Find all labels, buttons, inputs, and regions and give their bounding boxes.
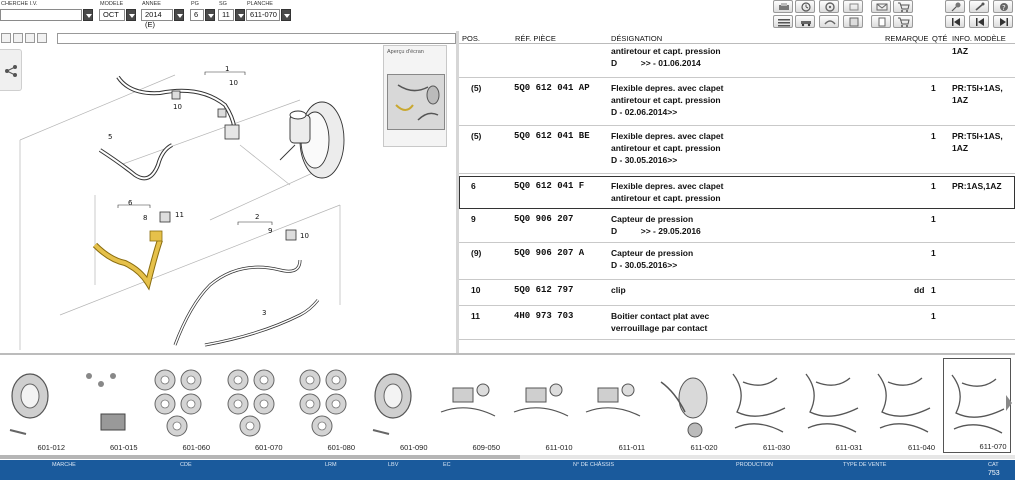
callout-10c: 10 <box>300 232 309 240</box>
thumbnail-label: 611-070 <box>979 442 1007 451</box>
thumbnail-611-020[interactable] <box>653 358 721 453</box>
header-info[interactable]: INFO. MODÈLE <box>952 34 1006 43</box>
cell-qte: 1 <box>931 248 936 258</box>
cell-ref: 4H0 973 703 <box>514 311 574 321</box>
thumbnail-label: 611-030 <box>763 443 790 452</box>
planche-dropdown-icon[interactable] <box>281 9 291 21</box>
prev-page-button[interactable] <box>969 15 989 28</box>
cell-pos: 10 <box>471 285 481 295</box>
thumbnail-scrollbar[interactable] <box>0 455 1015 459</box>
thumbnail-601-080[interactable] <box>290 358 358 453</box>
drawing-toolbar <box>0 31 456 45</box>
status-cat-value: 753 <box>988 470 1000 477</box>
first-page-button[interactable] <box>945 15 965 28</box>
wheel-icon <box>365 362 429 440</box>
header-remarque[interactable]: REMARQUE <box>885 34 929 43</box>
cell-info-line: 1AZ <box>952 95 969 105</box>
envelope-icon <box>875 2 889 12</box>
header-qte[interactable]: QTÉ <box>932 34 948 43</box>
cell-designation-line: antiretour et capt. pression <box>611 95 721 105</box>
brake-booster-drawing <box>280 102 344 178</box>
header-pos[interactable]: POS. <box>462 34 480 43</box>
thumbnail-label: 601-060 <box>182 443 210 452</box>
row-divider <box>459 173 1015 174</box>
callout-5: 5 <box>108 133 113 141</box>
search-bar <box>0 0 1015 29</box>
cell-pos: 9 <box>471 214 476 224</box>
rims-icon <box>220 362 284 440</box>
list-icon <box>777 17 791 27</box>
wheel-icon <box>823 2 837 12</box>
tag-button[interactable] <box>843 0 863 13</box>
thumbnail-601-015[interactable] <box>73 358 141 453</box>
scrollbar-thumb[interactable] <box>0 455 520 459</box>
table-row[interactable] <box>459 126 1015 174</box>
thumbnail-611-031[interactable] <box>798 358 866 453</box>
cell-designation-line: Boitier contact plat avec <box>611 311 710 321</box>
rims-icon <box>147 362 211 440</box>
brake-icon <box>437 362 501 440</box>
rims-icon <box>292 362 356 440</box>
preview-title: Aperçu d'écran <box>387 49 424 55</box>
list-view-button[interactable] <box>773 15 793 28</box>
cell-designation-line: D >> - 29.05.2016 <box>611 226 701 236</box>
thumbnail-label: 611-010 <box>545 443 573 452</box>
thumbnail-label: 601-012 <box>37 443 65 452</box>
callout-10a: 10 <box>229 79 238 87</box>
modele-dropdown-icon[interactable] <box>126 9 136 21</box>
table-row[interactable] <box>459 280 1015 306</box>
cell-info-line: PR:T5I+1AS, <box>952 83 1003 93</box>
add-to-cart-button[interactable] <box>893 15 913 28</box>
cell-ref: 5Q0 612 797 <box>514 285 574 295</box>
field-label-cherche: CHERCHE I.V. <box>1 1 38 7</box>
cart-icon <box>897 2 911 12</box>
car-button[interactable] <box>795 15 815 28</box>
preview-viewport[interactable] <box>387 74 445 130</box>
cell-ref: 5Q0 906 207 <box>514 214 574 224</box>
book-icon <box>847 17 861 27</box>
pin-icon <box>949 2 963 12</box>
pg-dropdown-icon[interactable] <box>205 9 215 21</box>
zoom-out-button[interactable] <box>13 33 23 43</box>
svg-text:?: ? <box>1002 4 1006 12</box>
thumbnail-611-070[interactable] <box>943 358 1011 453</box>
cell-designation-line: D - 30.05.2016>> <box>611 260 678 270</box>
mail-button[interactable] <box>871 0 891 13</box>
cell-designation-line: Flexible depres. avec clapet <box>611 83 724 93</box>
cell-qte: 1 <box>931 285 936 295</box>
lines-icon <box>800 362 864 440</box>
wheel-button[interactable] <box>819 0 839 13</box>
thumbnail-601-060[interactable] <box>145 358 213 453</box>
cell-info-line: PR:T5I+1AS, <box>952 131 1003 141</box>
status-marche: MARCHE <box>52 462 76 468</box>
thumbnail-611-010[interactable] <box>508 358 576 453</box>
status-cat: CAT <box>988 462 999 468</box>
header-designation[interactable]: DÉSIGNATION <box>611 34 663 43</box>
drawing-path-field[interactable] <box>57 33 456 44</box>
printer-icon <box>777 2 791 12</box>
cell-qte: 1 <box>931 181 936 191</box>
lines-icon <box>872 362 936 440</box>
cell-pos: (9) <box>471 248 482 258</box>
thumbnail-label: 609-050 <box>472 443 500 452</box>
cell-designation-line: D - 30.05.2016>> <box>611 155 678 165</box>
row-divider <box>459 339 1015 340</box>
clock-icon <box>799 2 813 12</box>
cell-designation-line: verrouillage par contact <box>611 323 708 333</box>
cell-qte: 1 <box>931 214 936 224</box>
cell-designation-line: D >> - 01.06.2014 <box>611 58 701 68</box>
cell-pos: 6 <box>471 181 476 191</box>
share-button[interactable] <box>0 49 22 91</box>
help-button[interactable] <box>993 0 1013 13</box>
thumbnail-label: 601-080 <box>327 443 355 452</box>
modele-select[interactable]: OCT <box>99 9 125 21</box>
status-ec: EC <box>443 462 451 468</box>
callout-11: 11 <box>175 211 184 219</box>
cart-button[interactable] <box>893 0 913 13</box>
document-icon <box>875 17 889 27</box>
cell-designation-line: antiretour et capt. pression <box>611 46 721 56</box>
table-header <box>459 31 1015 44</box>
lines-icon <box>727 362 791 440</box>
status-type-vente: TYPE DE VENTE <box>843 462 887 468</box>
status-cde: CDE <box>180 462 192 468</box>
thumbnail-label: 611-031 <box>835 443 863 452</box>
callout-9: 9 <box>268 227 273 235</box>
field-label-annee: ANNEE <box>142 1 161 7</box>
cell-pos: 11 <box>471 311 480 321</box>
cell-ref: 5Q0 612 041 BE <box>514 131 590 141</box>
status-lrm: LRM <box>325 462 337 468</box>
brake-icon <box>582 362 646 440</box>
sg-dropdown-icon[interactable] <box>235 9 245 21</box>
zoom-in-button[interactable] <box>1 33 11 43</box>
history-button[interactable] <box>795 0 815 13</box>
thumbnail-label: 601-015 <box>109 443 138 452</box>
thumbnail-611-011[interactable] <box>580 358 648 453</box>
cell-designation-line: antiretour et capt. pression <box>611 193 721 203</box>
table-row[interactable] <box>459 176 1015 209</box>
cell-designation-line: antiretour et capt. pression <box>611 143 721 153</box>
table-row[interactable] <box>459 209 1015 243</box>
cell-designation-line: Capteur de pression <box>611 214 694 224</box>
cart-add-icon <box>897 17 911 27</box>
thumbnail-label: 611-020 <box>690 443 718 452</box>
tag-icon <box>847 2 861 12</box>
print-button[interactable] <box>773 0 793 13</box>
callout-3: 3 <box>262 309 267 317</box>
cell-info-line: 1AZ <box>952 46 969 56</box>
next-page-button[interactable] <box>993 15 1013 28</box>
field-label-modele: MODELE <box>100 1 124 7</box>
callout-6: 6 <box>128 199 133 207</box>
cell-qte: 1 <box>931 311 936 321</box>
table-row[interactable] <box>459 243 1015 280</box>
cell-info-line: 1AZ <box>952 143 969 153</box>
thumbnail-label: 601-070 <box>254 443 283 452</box>
wheel-icon <box>2 362 66 440</box>
thumbnail-strip <box>0 353 1015 459</box>
booster-icon <box>655 362 719 440</box>
cell-designation-line: clip <box>611 285 626 295</box>
annee-select[interactable]: 2014 (E) <box>141 9 173 21</box>
cherche-input[interactable] <box>0 9 82 21</box>
wrench-icon <box>973 2 987 12</box>
thumbnail-label: 611-011 <box>618 443 645 452</box>
preview-thumbnail <box>388 75 444 129</box>
header-ref[interactable]: RÉF. PIÈCE <box>515 34 556 43</box>
cell-info-line: PR:1AS,1AZ <box>952 181 1002 191</box>
cell-designation-line: Flexible depres. avec clapet <box>611 131 724 141</box>
thumbnail-601-070[interactable] <box>218 358 286 453</box>
cell-pos: (5) <box>471 131 482 141</box>
table-row[interactable] <box>459 45 1015 78</box>
thumbnail-label: 611-040 <box>908 443 935 452</box>
callout-2: 2 <box>255 213 260 221</box>
brake-icon <box>510 362 574 440</box>
cell-designation-line: D - 02.06.2014>> <box>611 107 678 117</box>
table-row[interactable] <box>459 78 1015 126</box>
help-icon <box>997 2 1011 12</box>
field-label-sg: SG <box>219 1 227 7</box>
screen-preview-panel <box>383 45 447 147</box>
callout-labels <box>108 65 309 317</box>
cell-qte: 1 <box>931 131 936 141</box>
status-production: PRODUCTION <box>736 462 773 468</box>
field-label-pg: PG <box>191 1 199 7</box>
sg-select[interactable]: 11 <box>218 9 234 21</box>
annee-dropdown-icon[interactable] <box>174 9 184 21</box>
thumbnail-611-040[interactable] <box>870 358 938 453</box>
cell-designation-line: Flexible depres. avec clapet <box>611 181 724 191</box>
cell-ref: 5Q0 612 041 AP <box>514 83 590 93</box>
tools-icon <box>75 362 139 440</box>
thumbnail-601-012[interactable] <box>0 358 68 453</box>
cell-ref: 5Q0 612 041 F <box>514 181 585 191</box>
thumbnail-label: 601-090 <box>399 443 428 452</box>
next-page-icon <box>997 17 1011 27</box>
cherche-dropdown-icon[interactable] <box>83 9 93 21</box>
table-row[interactable] <box>459 306 1015 340</box>
first-page-icon <box>949 17 963 27</box>
pin-button[interactable] <box>945 0 965 13</box>
catalog-button[interactable] <box>843 15 863 28</box>
share-icon <box>4 64 18 78</box>
status-chassis: N° DE CHÂSSIS <box>573 462 615 468</box>
cell-designation-line: Capteur de pression <box>611 248 694 258</box>
prev-page-icon <box>973 17 987 27</box>
field-label-planche: PLANCHE <box>247 1 273 7</box>
status-lbv: LBV <box>388 462 399 468</box>
part-icon <box>823 17 837 27</box>
thumbnail-611-030[interactable] <box>725 358 793 453</box>
pg-select[interactable]: 6 <box>190 9 204 21</box>
status-bar <box>0 460 1015 480</box>
lines-icon <box>946 363 1010 441</box>
parts-button[interactable] <box>819 15 839 28</box>
cell-ref: 5Q0 906 207 A <box>514 248 585 258</box>
car-icon <box>799 17 813 27</box>
document-button[interactable] <box>871 15 891 28</box>
parts-table <box>459 31 1015 353</box>
thumbnail-601-090[interactable] <box>363 358 431 453</box>
cell-pos: (5) <box>471 83 482 93</box>
thumbnail-609-050[interactable] <box>435 358 503 453</box>
tools-button[interactable] <box>969 0 989 13</box>
planche-select[interactable]: 611-070 <box>246 9 280 21</box>
callout-8: 8 <box>143 214 148 222</box>
cell-remarque: dd <box>914 285 925 295</box>
cell-qte: 1 <box>931 83 936 93</box>
rotate-button[interactable] <box>37 33 47 43</box>
callout-10b: 10 <box>173 103 182 111</box>
fit-button[interactable] <box>25 33 35 43</box>
scroll-right-icon[interactable] <box>1005 383 1013 423</box>
callout-1: 1 <box>225 65 230 73</box>
